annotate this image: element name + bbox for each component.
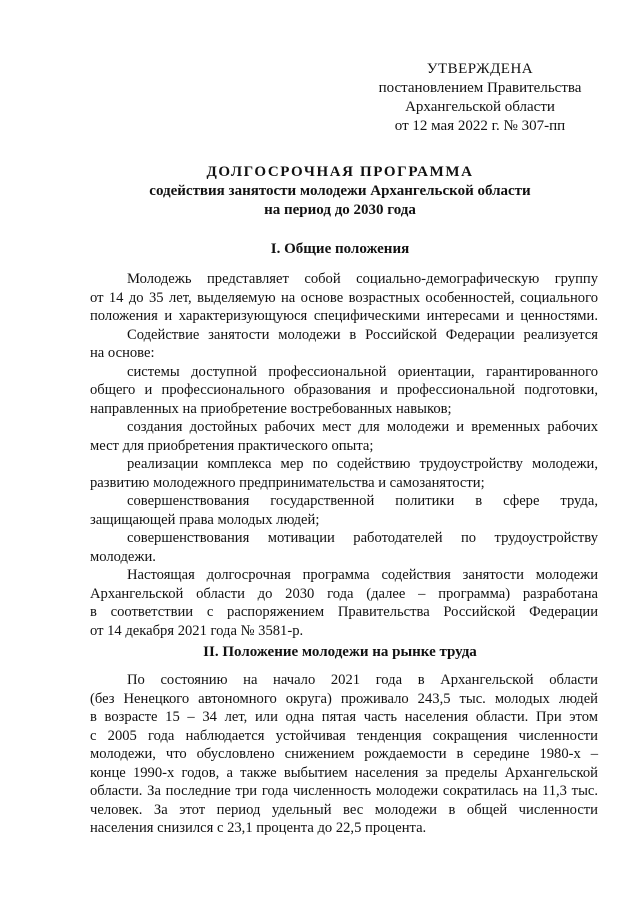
text-line: в возрасте 15 – 34 лет, или одна пятая часть населения области. При этом <box>90 709 598 725</box>
text-line: системы доступной профессиональной ориентации, гарантированного <box>127 363 598 380</box>
text-line: развитию молодежного предпринимательства и самозанятости; <box>90 474 485 491</box>
text-line: Молодежь представляет собой социально-демографическую группу <box>127 271 598 287</box>
text-line: мест для приобретения практического опыта; <box>90 437 374 454</box>
text-line: конце 1990-х годов, а также выбытием населения за пределы Архангельской <box>90 764 598 781</box>
text-line: совершенствования государственной политики в сфере труда, <box>127 493 598 509</box>
text-line: защищающей права молодых людей; <box>90 511 320 528</box>
approval-heading: УТВЕРЖДЕНА <box>426 61 534 77</box>
section-body <box>90 270 598 640</box>
text-line: (без Ненецкого автономного округа) проживало 243,5 тыс. молодых людей <box>90 690 598 707</box>
section-heading: II. Положение молодежи на рынке труда <box>203 644 477 660</box>
text-line: общего и профессионального образования и профессиональной подготовки, <box>90 382 598 398</box>
section-heading: I. Общие положения <box>270 241 410 257</box>
text-line: молодежи. <box>90 548 156 565</box>
text-line: По состоянию на начало 2021 года в Архангельской области <box>127 672 598 688</box>
text-line: совершенствования мотивации работодателей по трудоустройству <box>127 530 598 546</box>
program-title <box>80 163 600 220</box>
text-line: человек. За этот период удельный вес молодежи в общей численности <box>90 801 598 818</box>
text-line: на основе: <box>90 345 155 361</box>
text-line: от 14 до 35 лет, выделяемую на основе возрастных особенностей, социального <box>90 289 598 306</box>
text-line: создания достойных рабочих мест для молодежи и временных рабочих <box>127 419 598 435</box>
text-line: Содействие занятости молодежи в Российской Федерации реализуется <box>127 326 598 343</box>
text-line: от 14 декабря 2021 года № 3581-р. <box>90 622 304 639</box>
text-line: Архангельской области до 2030 года (далее – программа) разработана <box>90 585 598 602</box>
text-line: с 2005 года наблюдается устойчивая тенденция сокращения численности <box>90 727 598 744</box>
program-title-main: ДОЛГОСРОЧНАЯ ПРОГРАММА <box>206 164 474 180</box>
text-line: области. За последние три года численность молодежи сократилась на 11,3 тыс. <box>90 783 598 799</box>
program-title-subtitle: содействия занятости молодежи Архангельской области <box>149 183 531 199</box>
text-line: направленных на приобретение востребованных навыков; <box>90 400 452 417</box>
text-line: реализации комплекса мер по содействию трудоустройству молодежи, <box>127 456 598 472</box>
section-body <box>90 671 598 838</box>
text-line: Настоящая долгосрочная программа содействия занятости молодежи <box>127 567 598 583</box>
approval-line: от 12 мая 2022 г. № 307-пп <box>394 118 566 134</box>
approval-line: постановлением Правительства <box>378 80 582 96</box>
approval-line: Архангельской области <box>405 99 555 115</box>
program-title-subtitle: на период до 2030 года <box>264 202 416 218</box>
text-line: в соответствии с распоряжением Правительства Российской Федерации <box>90 604 598 620</box>
text-line: молодежи, что обусловлено снижением рождаемости в середине 1980-х – <box>90 746 598 762</box>
text-line: положения и характеризующуюся специфическими интересами и ценностями. <box>90 308 598 324</box>
text-line: населения снизился с 23,1 процента до 22,5 процента. <box>90 820 427 836</box>
approval-stamp <box>355 60 605 136</box>
